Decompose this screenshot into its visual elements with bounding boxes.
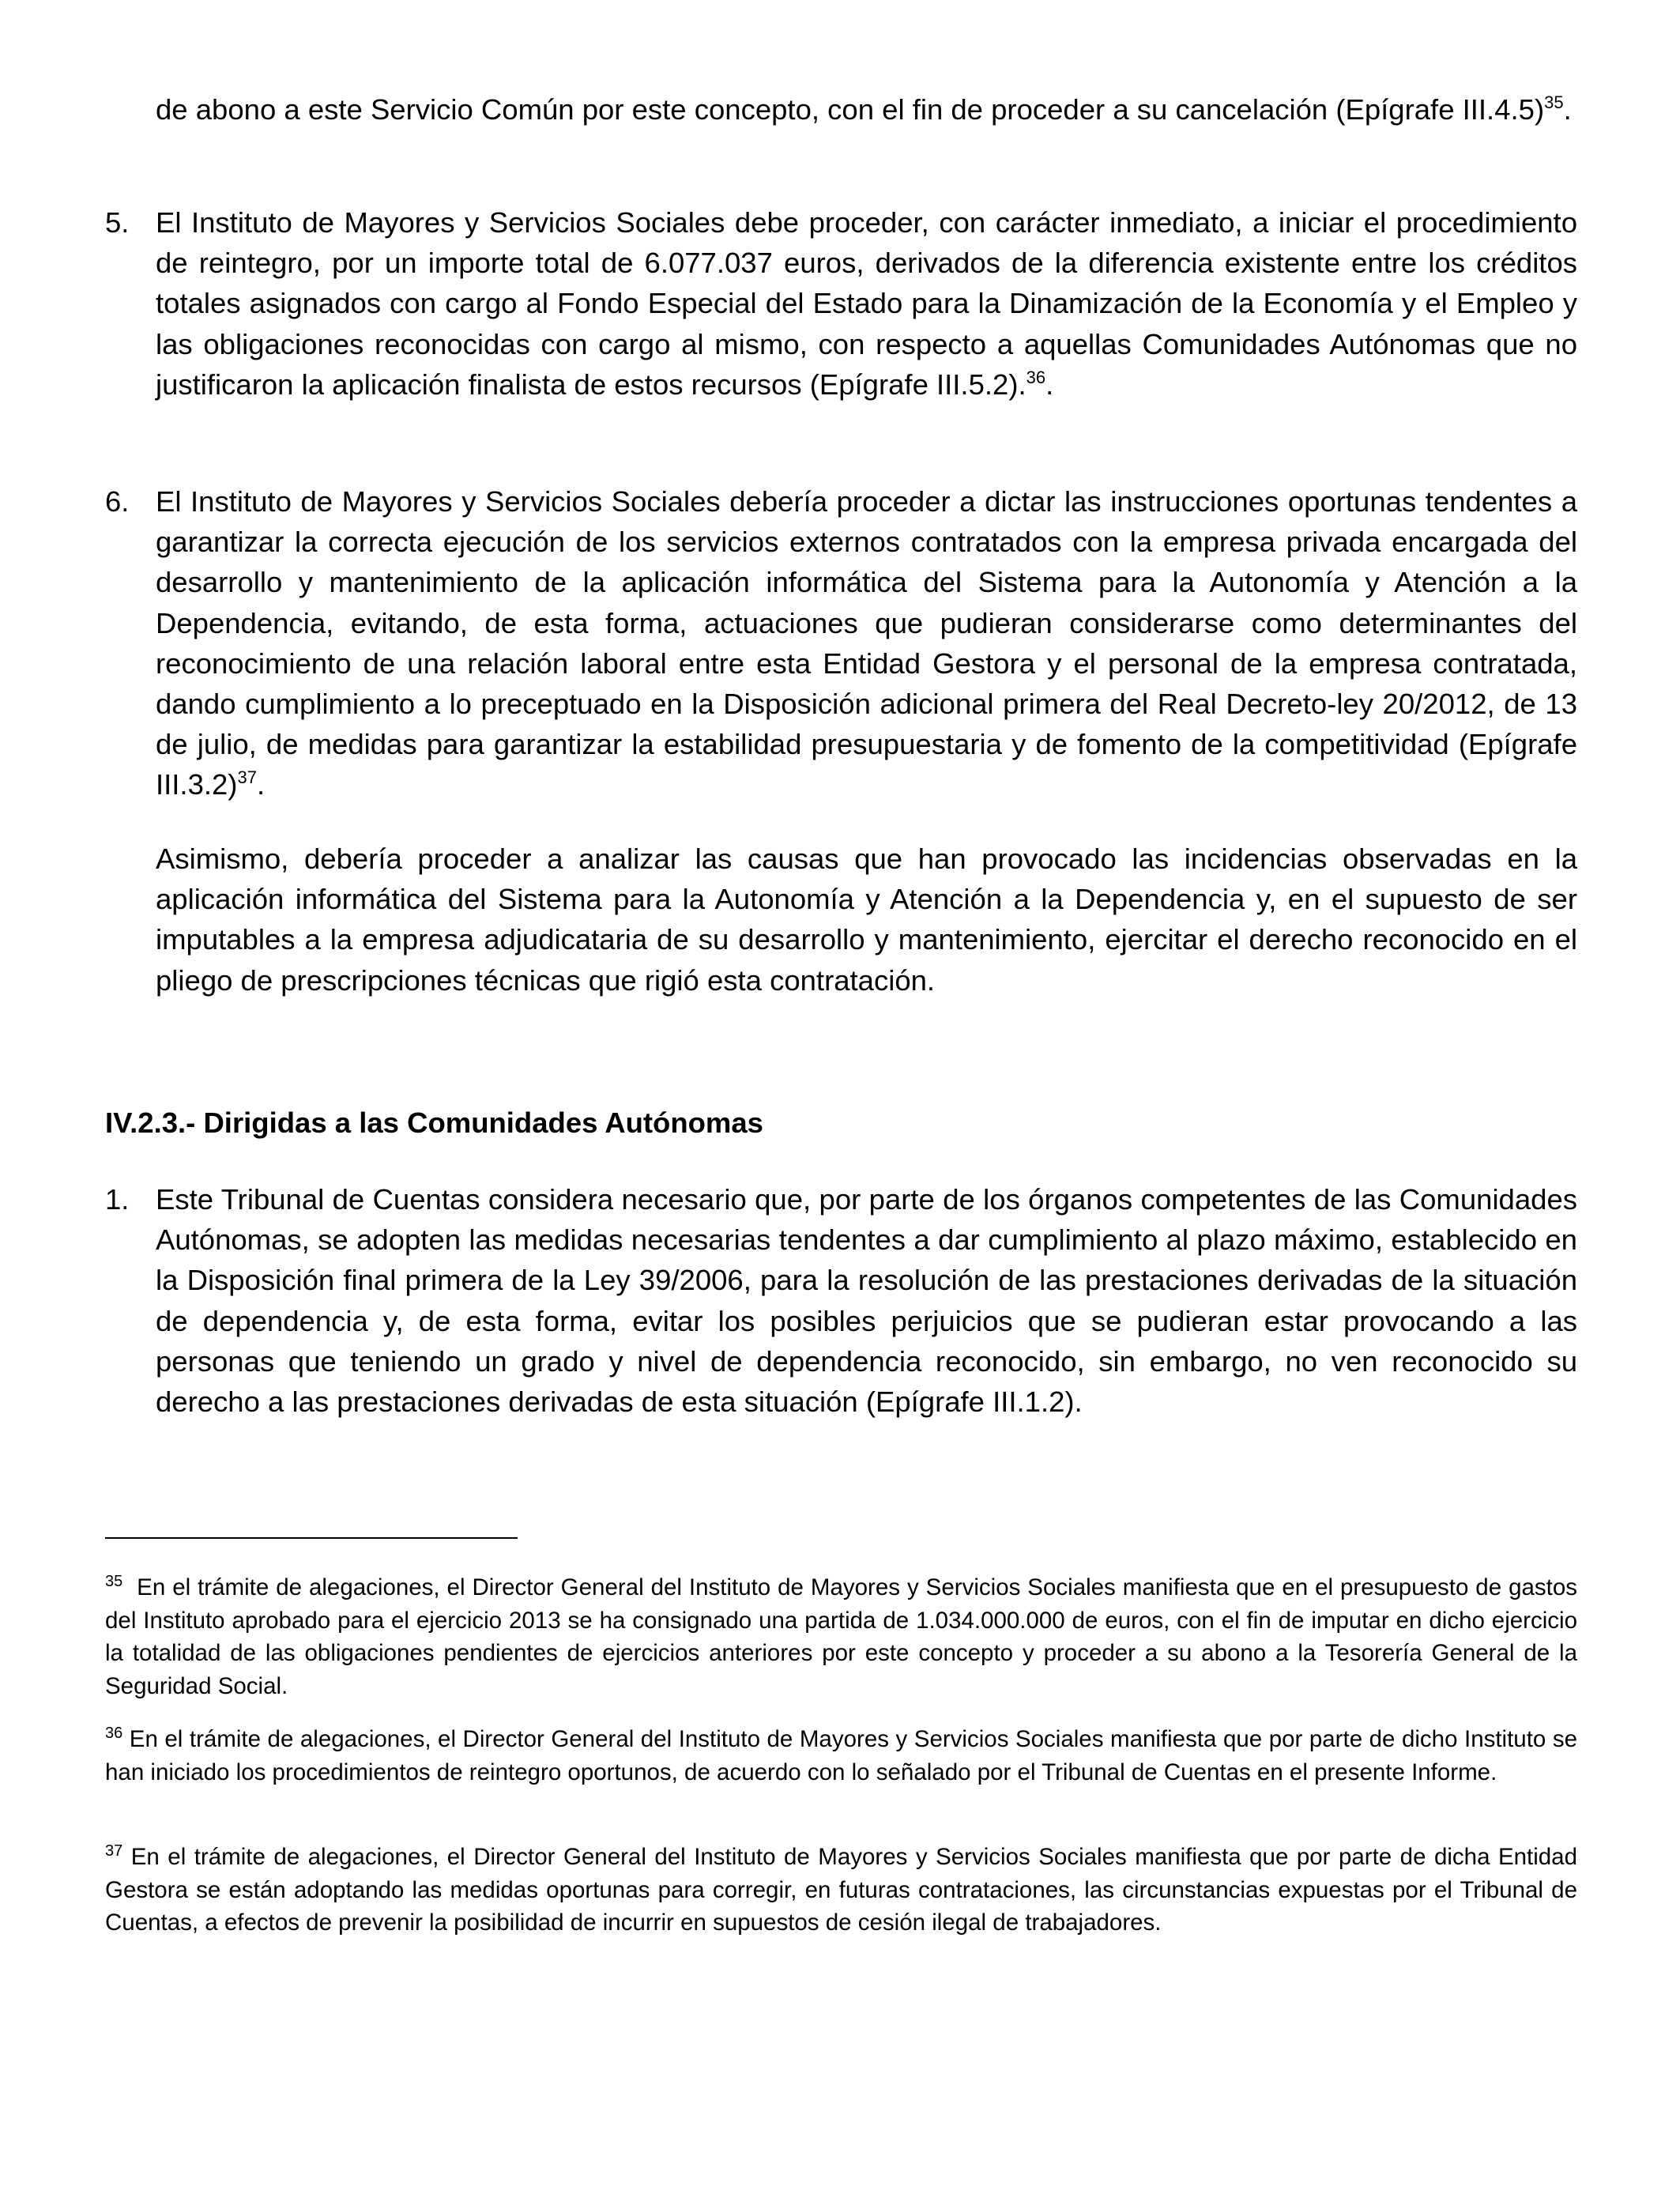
section-heading: IV.2.3.- Dirigidas a las Comunidades Autónomas	[105, 1106, 763, 1139]
continuation-end: .	[1563, 93, 1572, 126]
footnote-36	[105, 1723, 1577, 1789]
footnote-number: 35	[105, 1573, 123, 1590]
item-text: El Instituto de Mayores y Servicios Sociales debe proceder, con carácter inmediato, a iniciar el procedimiento de reintegro, por un importe total de 6.077.037 euros, derivados de la diferencia existente entre los créditos totales asignados con cargo al Fondo Especial del Estado para la Dinamización de la Economía y el Empleo y las obligaciones reconocidas con cargo al mismo, con respecto a aquellas Comunidades Autónomas que no justificaron la aplicación finalista de estos recursos (Epígrafe III.5.2).	[156, 206, 1577, 401]
recommendation-item-5	[105, 202, 1577, 405]
extra-paragraph: Asimismo, debería proceder a analizar las causas que han provocado las incidencias observadas en la aplicación informática del Sistema para la Autonomía y Atención a la Dependencia y, en el supuesto de ser imputables a la empresa adjudicataria de su desarrollo y mantenimiento, ejercitar el derecho reconocido en el pliego de prescripciones técnicas que rigió esta contratación.	[156, 843, 1577, 997]
continuation-paragraph	[105, 89, 1577, 130]
item-text: Este Tribunal de Cuentas considera necesario que, por parte de los órganos competentes de las Comunidades Autónomas, se adopten las medidas necesarias tendentes a dar cumplimiento al plazo máximo, establecido en la Disposición final primera de la Ley 39/2006, para la resolución de las prestaciones derivadas de la situación de dependencia y, de esta forma, evitar los posibles perjuicios que se pudieran estar provocando a las personas que teniendo un grado y nivel de dependencia reconocido, sin embargo, no ven reconocido su derecho a las prestaciones derivadas de esta situación (Epígrafe III.1.2).	[156, 1183, 1577, 1419]
item-number: 6.	[105, 485, 130, 518]
recommendation-item-6	[105, 481, 1577, 805]
footnote-35	[105, 1571, 1577, 1702]
item-end: .	[256, 768, 266, 801]
footnote-text: En el trámite de alegaciones, el Director General del Instituto de Mayores y Servicios Sociales manifiesta que por parte de dicho Instituto se han iniciado los procedimientos de reintegro oportunos, de acuerdo con lo señalado por el Tribunal de Cuentas en el presente Informe.	[105, 1726, 1577, 1785]
item-number: 1.	[105, 1183, 130, 1216]
footnote-37	[105, 1841, 1577, 1940]
footnote-ref-36[interactable]: 36	[1026, 367, 1046, 387]
footnote-separator	[105, 1537, 518, 1539]
footnote-number: 37	[105, 1842, 123, 1860]
item-text: El Instituto de Mayores y Servicios Sociales debería proceder a dictar las instrucciones oportunas tendentes a garantizar la correcta ejecución de los servicios externos contratados con la empresa privada encargada del desarrollo y mantenimiento de la aplicación informática del Sistema para la Autonomía y Atención a la Dependencia, evitando, de esta forma, actuaciones que pudieran considerarse como determinantes del reconocimiento de una relación laboral entre esta Entidad Gestora y el personal de la empresa contratada, dando cumplimiento a lo preceptuado en la Disposición adicional primera del Real Decreto-ley 20/2012, de 13 de julio, de medidas para garantizar la estabilidad presupuestaria y de fomento de la competitividad (Epígrafe III.3.2)	[156, 485, 1577, 801]
ccaa-recommendation-item-1	[105, 1179, 1577, 1422]
continuation-text: de abono a este Servicio Común por este concepto, con el fin de proceder a su cancelación (Epígrafe III.4.5)	[156, 93, 1545, 126]
footnote-text: En el trámite de alegaciones, el Director General del Instituto de Mayores y Servicios Sociales manifiesta que por parte de dicha Entidad Gestora se están adoptando las medidas oportunas para corregir, en futuras contrataciones, las circunstancias expuestas por el Tribunal de Cuentas, a efectos de prevenir la posibilidad de incurrir en supuestos de cesión ilegal de trabajadores.	[105, 1844, 1577, 1936]
footnote-ref-37[interactable]: 37	[237, 767, 257, 788]
item-end: .	[1045, 368, 1054, 401]
footnote-ref-35[interactable]: 35	[1544, 92, 1564, 112]
footnote-text: En el trámite de alegaciones, el Director General del Instituto de Mayores y Servicios Sociales manifiesta que en el presupuesto de gastos del Instituto aprobado para el ejercicio 2013 se ha consignado una partida de 1.034.000.000 de euros, con el fin de imputar en dicho ejercicio la totalidad de las obligaciones pendientes de ejercicios anteriores por este concepto y proceder a su abono a la Tesorería General de la Seguridad Social.	[105, 1574, 1577, 1699]
footnote-number: 36	[105, 1725, 123, 1742]
recommendation-item-6-extra	[105, 839, 1577, 1001]
item-number: 5.	[105, 206, 130, 239]
